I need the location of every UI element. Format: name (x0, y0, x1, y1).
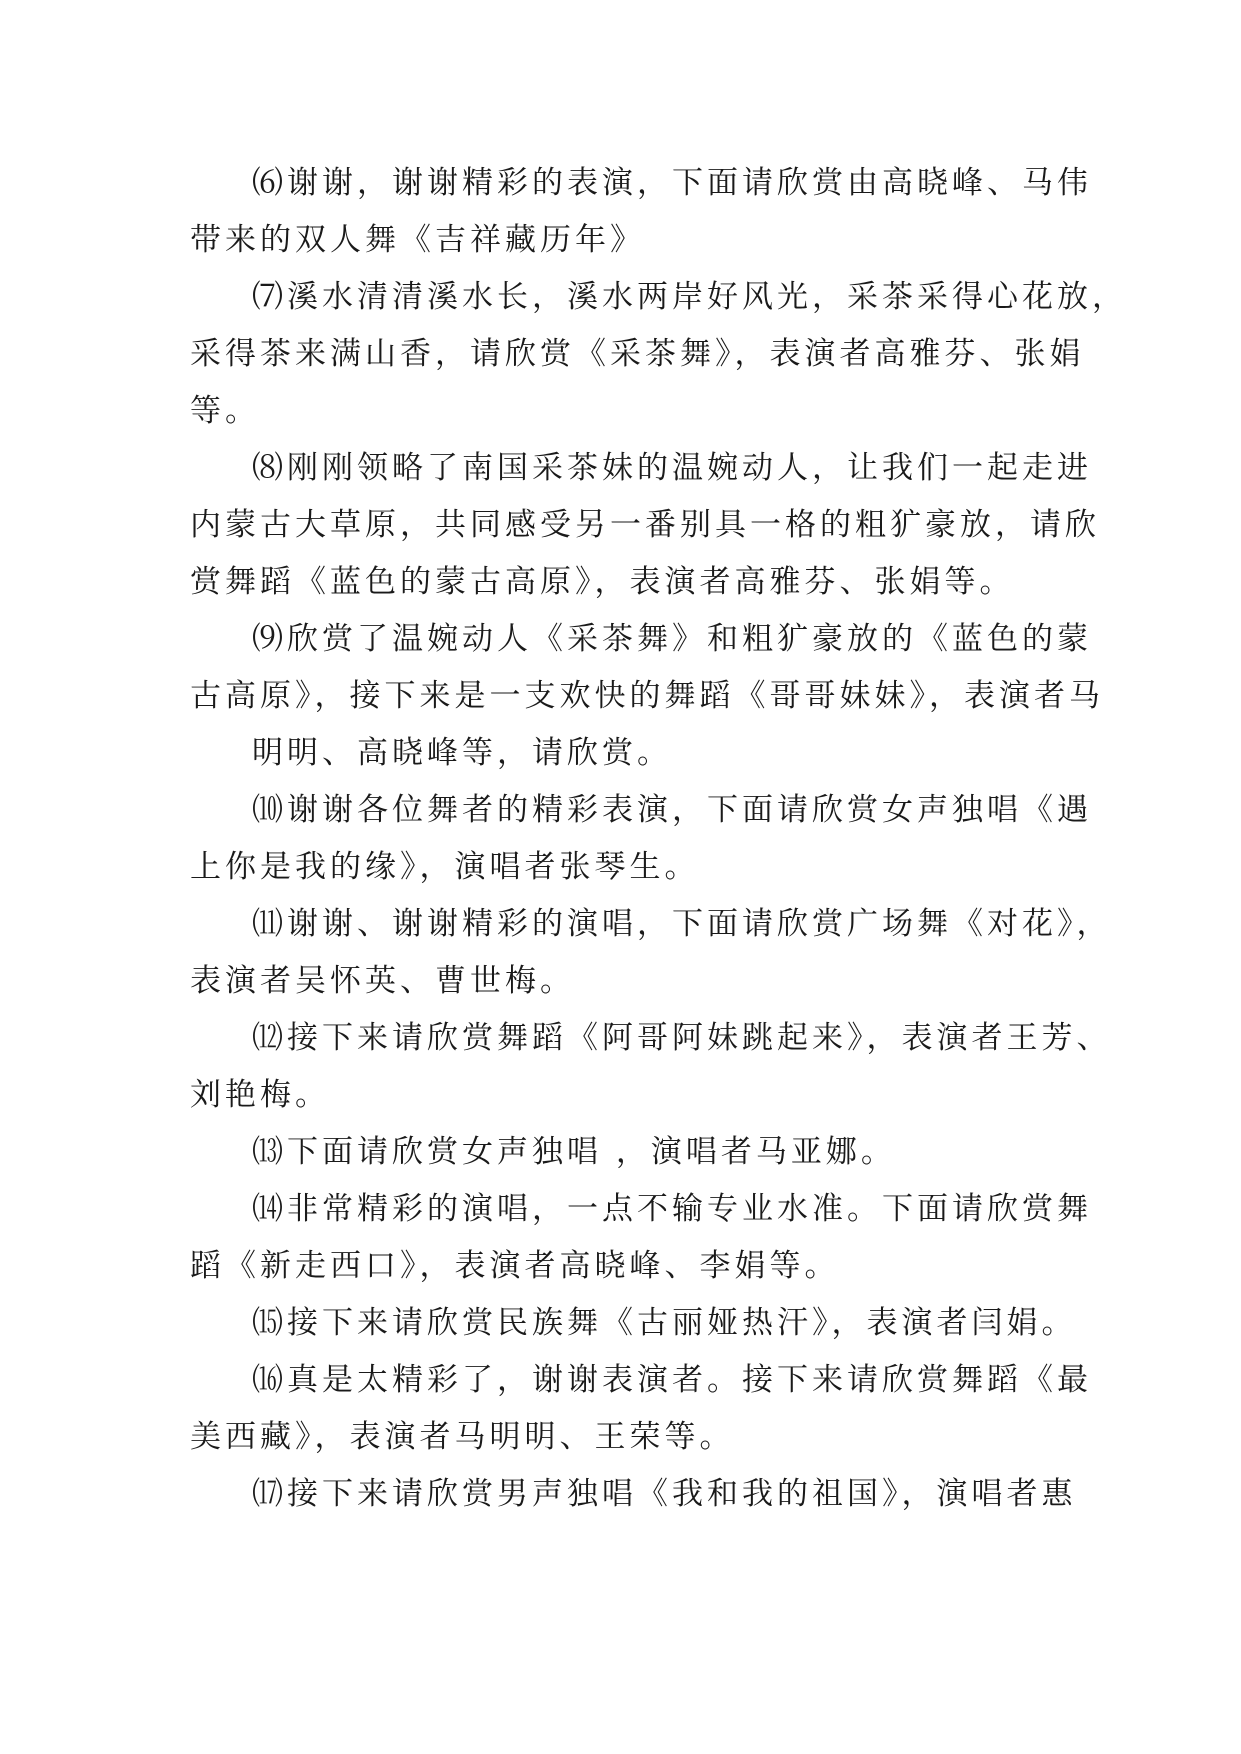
paragraph (190, 611, 1104, 782)
paragraph-line: ⑿接下来请欣赏舞蹈《阿哥阿妹跳起来》，表演者王芳、 (252, 1020, 1112, 1056)
paragraph-line: ⑻刚刚领略了南国采茶妹的温婉动人，让我们一起走进 (252, 450, 1092, 486)
paragraph-line: 刘艳梅。 (190, 1077, 330, 1113)
paragraph-line: 古高原》，接下来是一支欢快的舞蹈《哥哥妹妹》，表演者马 (190, 678, 1104, 714)
paragraph (190, 155, 1092, 269)
paragraph (190, 896, 1112, 1010)
paragraph-line: 等。 (190, 393, 260, 429)
paragraph-line: 内蒙古大草原，共同感受另一番别具一格的粗犷豪放，请欣 (190, 507, 1100, 543)
paragraph-line: ⑼欣赏了温婉动人《采茶舞》和粗犷豪放的《蓝色的蒙 (252, 621, 1092, 657)
paragraph-line: ⒀下面请欣赏女声独唱 ，演唱者马亚娜。 (252, 1134, 896, 1170)
paragraph-line: ⑾谢谢、谢谢精彩的演唱，下面请欣赏广场舞《对花》， (252, 906, 1112, 942)
paragraph (190, 1466, 1077, 1523)
paragraph (190, 1010, 1112, 1124)
paragraph (190, 440, 1100, 611)
paragraph (190, 1352, 1092, 1466)
paragraph-line: ⑹谢谢，谢谢精彩的表演，下面请欣赏由高晓峰、马伟 (252, 165, 1092, 201)
paragraph-line: 蹈《新走西口》，表演者高晓峰、李娟等。 (190, 1248, 840, 1284)
paragraph (190, 782, 1092, 896)
paragraph (190, 1295, 1077, 1352)
paragraph (190, 1181, 1092, 1295)
paragraph-line: ⒃真是太精彩了，谢谢表演者。接下来请欣赏舞蹈《最 (252, 1362, 1092, 1398)
paragraph-line: 带来的双人舞《吉祥藏历年》 (190, 222, 645, 258)
paragraph-line: 美西藏》，表演者马明明、王荣等。 (190, 1419, 735, 1455)
paragraph-line: 明明、高晓峰等，请欣赏。 (252, 735, 672, 771)
paragraph-line: 上你是我的缘》，演唱者张琴生。 (190, 849, 700, 885)
paragraph (190, 1124, 1065, 1181)
paragraph-line: ⑽谢谢各位舞者的精彩表演，下面请欣赏女声独唱《遇 (252, 792, 1092, 828)
paragraph-line: ⑺溪水清清溪水长，溪水两岸好风光，采茶采得心花放， (252, 279, 1127, 315)
paragraph-line: ⒁非常精彩的演唱，一点不输专业水准。下面请欣赏舞 (252, 1191, 1092, 1227)
paragraph-line: 表演者吴怀英、曹世梅。 (190, 963, 575, 999)
paragraph-line: ⒂接下来请欣赏民族舞《古丽娅热汗》，表演者闫娟。 (252, 1305, 1077, 1341)
paragraph (190, 269, 1127, 440)
paragraph-line: 赏舞蹈《蓝色的蒙古高原》，表演者高雅芬、张娟等。 (190, 564, 1015, 600)
paragraph-line: ⒄接下来请欣赏男声独唱《我和我的祖国》，演唱者惠 (252, 1476, 1077, 1512)
document-body (190, 155, 1127, 1523)
paragraph-line: 采得茶来满山香，请欣赏《采茶舞》，表演者高雅芬、张娟 (190, 336, 1085, 372)
